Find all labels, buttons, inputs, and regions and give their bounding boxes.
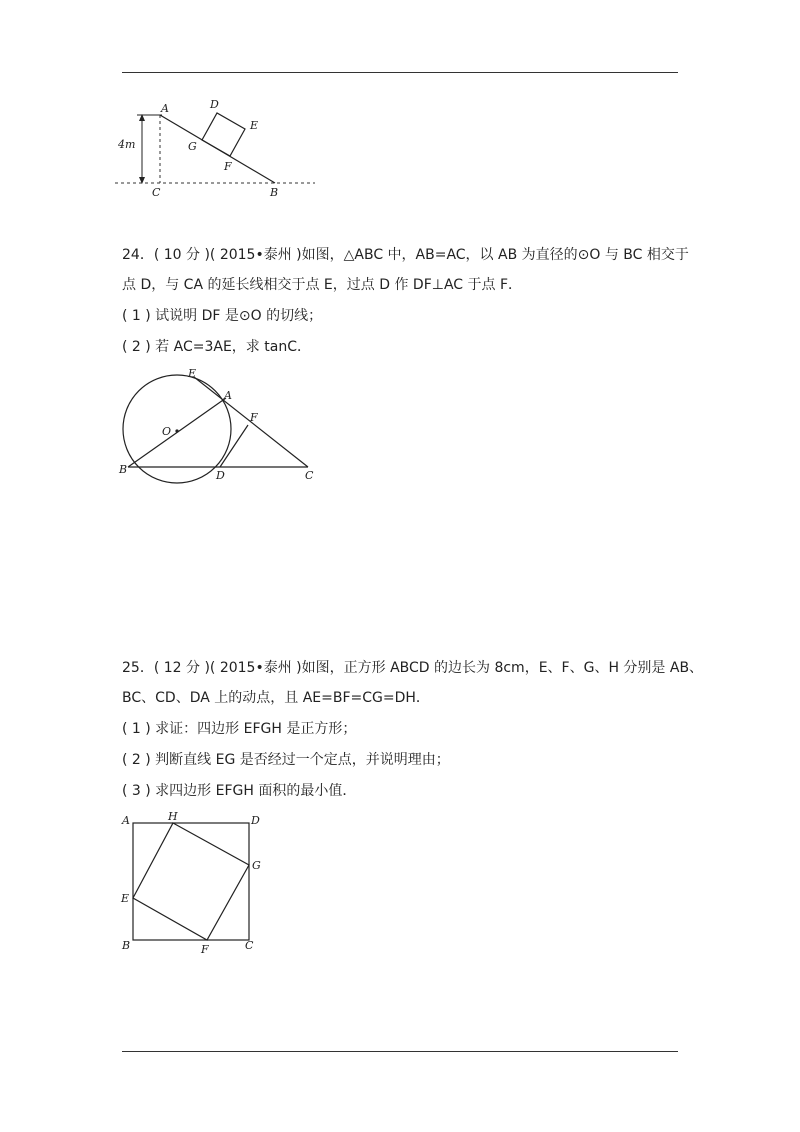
label-E: E — [188, 367, 197, 380]
q25-line1: 25．( 12 分 )( 2015•泰州 )如图，正方形 ABCD 的边长为 8cm，E、F、G、H 分别是 AB、 — [122, 660, 704, 676]
footer-rule — [122, 1051, 678, 1052]
label-F: F — [201, 943, 209, 956]
q25-line2: BC、CD、DA 上的动点，且 AE=BF=CG=DH． — [122, 690, 430, 706]
label-D: D — [216, 469, 225, 482]
segment-DF — [220, 425, 248, 467]
label-H: H — [168, 810, 178, 823]
label-D: D — [210, 98, 219, 111]
q24-part1: ( 1 ) 试说明 DF 是⊙O 的切线； — [122, 308, 323, 324]
slope-figure — [110, 95, 325, 205]
square-efgh — [133, 823, 249, 940]
label-O: O — [162, 425, 172, 438]
q24-line2: 点 D，与 CA 的延长线相交于点 E，过点 D 作 DF⊥AC 于点 F． — [122, 277, 522, 293]
square-defgh — [202, 113, 245, 156]
label-B: B — [119, 463, 128, 476]
label-A: A — [224, 389, 232, 402]
label-A: A — [161, 102, 169, 115]
label-F: F — [224, 160, 232, 173]
label-C: C — [152, 186, 161, 199]
label-C: C — [305, 469, 314, 482]
center-point — [175, 429, 178, 432]
circle-figure — [110, 365, 330, 485]
q25-part2: ( 2 ) 判断直线 EG 是否经过一个定点，并说明理由； — [122, 752, 450, 768]
label-C: C — [245, 939, 254, 952]
label-D: D — [251, 814, 260, 827]
label-E: E — [121, 892, 130, 905]
header-rule — [122, 72, 678, 73]
label-B: B — [270, 186, 279, 199]
square-abcd — [133, 823, 249, 940]
square-figure — [115, 810, 275, 960]
label-B: B — [122, 939, 131, 952]
q25-part1: ( 1 ) 求证：四边形 EFGH 是正方形； — [122, 721, 357, 737]
label-A: A — [122, 814, 130, 827]
label-F: F — [250, 411, 258, 424]
label-G: G — [188, 140, 197, 153]
q24-line1: 24．( 10 分 )( 2015•泰州 )如图，△ABC 中，AB=AC，以 AB 为直径的⊙O 与 BC 相交于 — [122, 247, 689, 263]
q25-part3: ( 3 ) 求四边形 EFGH 面积的最小值． — [122, 783, 357, 799]
label-4m: 4m — [118, 138, 136, 151]
label-E: E — [250, 119, 259, 132]
label-G: G — [252, 859, 261, 872]
q24-part2: ( 2 ) 若 AC=3AE，求 tanC． — [122, 339, 311, 355]
